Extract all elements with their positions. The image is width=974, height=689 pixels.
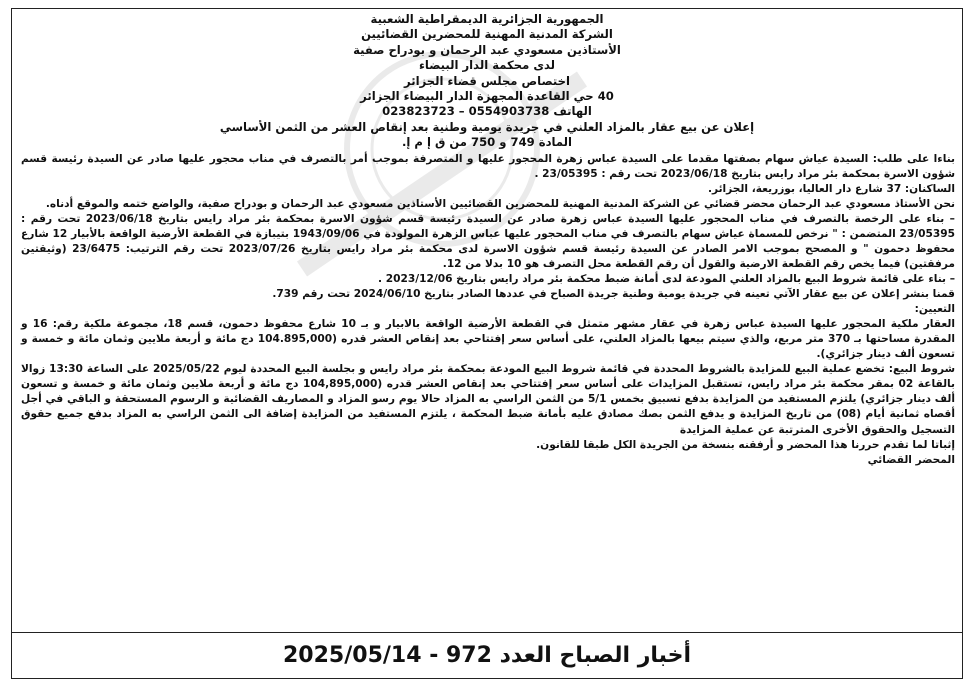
notice-title: إعلان عن بيع عقار بالمزاد العلني في جريدة يومية وطنية بعد إنقاص العشر من الثمن الأساسي xyxy=(219,119,755,134)
header-address: 40 حي القاعدة المجهزة الدار البيضاء الجزائر xyxy=(360,89,614,104)
notice-body xyxy=(12,152,962,468)
paragraph-residence: الساكنان: 37 شارع دار العاليا، بوزريعة، الجزائر. xyxy=(707,182,955,195)
header-jurisdiction: اختصاص مجلس قضاء الجزائر xyxy=(404,73,570,88)
header-phone: الهاتف 0554903738 – 023823723 xyxy=(382,104,592,119)
paragraph-publication: قمنا بنشر إعلان عن بيع عقار الآتي تعينه في جريدة يومية وطنية جريدة الصباح في عددها الصادر بتاريخ 2024/06/10 تحت رقم 739. xyxy=(272,288,955,301)
paragraph-conditions-list: – بناء على قائمة شروط البيع بالمزاد العلني المودعة لدى أمانة ضبط محكمة بئر مراد رايس بتاريخ 2023/12/06 . xyxy=(378,273,955,286)
paragraph-bailiff: نحن الأستاذ مسعودي عبد الرحمان محضر قضائي عن الشركة المدنية المهنية للمحضرين القضائيين الأستاذين مسعودي عبد الرحمان و بودراح صفية، والواضع ختمه والموقع أدناه. xyxy=(45,197,955,210)
newspaper-footer xyxy=(12,632,962,678)
notice-legal-articles: المادة 749 و 750 من ق إ م إ. xyxy=(402,135,572,150)
paragraph-designation-heading: التعيين: xyxy=(914,303,955,316)
footer-issue-date: أخبار الصباح العدد 972 - 2025/05/14 xyxy=(283,643,691,668)
header-country: الجمهورية الجزائرية الديمقراطية الشعبية xyxy=(370,12,604,26)
header-court: لدى محكمة الدار البيضاء xyxy=(418,58,556,73)
signature-label: المحضر القضائي xyxy=(867,453,955,466)
paragraph-authorization: – بناء على الرخصة بالتصرف في مناب المحجور عليها السيدة عباس زهرة صادر عن السيدة رئيسة قسم شؤون الاسرة بمحكمة بئر مراد رايس بتاريخ 2023/06/18 تحت رقم : 23/05395 المتضمن : " نرخص للمسماة عياش سهام بالتصرف في مناب المحجور عليها عباس الزهرة المولودة في 1943/09/06 بتيبازة في القطعة الأرضية الواقعة بالأبيار 12 شارع محفوظ دحمون " و المصحح بموجب الامر الصادر عن السيدة رئيسة قسم شؤون الاسرة لدى محكمة بئر مراد رايس بتاريخ 2023/07/26 تحت رقم الترتيب: 23/6475 (وثيقتين مرفقتين) فيما يخص رقم القطعة الارضية والقول أن رقم القطعة محل التصرف هو 10 بدلا من 12. xyxy=(21,212,955,270)
legal-notice xyxy=(11,8,963,679)
header-company: الشركة المدنية المهنية للمحضرين القضائيين xyxy=(361,27,613,42)
paragraph-requester: بناءا على طلب: السيدة عياش سهام بصفتها مقدما على السيدة عباس زهرة المحجور عليها و المتصرفة بموجب أمر بالتصرف في مناب محجور عليها صادر عن السيدة رئيسة قسم شؤون الاسرة بمحكمة بئر مراد رايس بتاريخ 2023/06/18 تحت رقم : 23/05395 . xyxy=(21,152,955,180)
header-bailiffs: الأستاذين مسعودي عبد الرحمان و بودراح صفية xyxy=(353,42,621,57)
paragraph-closing: إثباتا لما تقدم حررنا هذا المحضر و أرفقنه بنسخة من الجريدة الكل طبقا للقانون. xyxy=(536,438,955,451)
paragraph-property: العقار ملكية المحجور عليها السيدة عباس زهرة في عقار مشهر متمثل في القطعة الأرضية الواقعة بالابيار و بـ 10 شارع محفوظ دحمون، قسم 18، مجموعة ملكية رقم: 16 و المقدرة مساحتها بـ 370 متر مربع، والذي سيتم بيعها بالمزاد العلني، على أساس سعر إفتتاحي بعد إنقاص العشر قدره (104.895,000 دج مائة و أربعة ملايين وثمان مائة و خمسة و تسعون ألف دينار جزائري). xyxy=(21,318,956,361)
notice-header xyxy=(12,9,962,151)
paragraph-sale-conditions: شروط البيع: تخضع عملية البيع للمزايدة بالشروط المحددة في قائمة شروط البيع المودعة بمحكمة بئر مراد رايس و بجلسة البيع المحددة ليوم 2025/05/22 على الساعة 13:30 زوالا بالقاعة 02 بمقر محكمة بئر مراد رايس، تستقبل المزايدات على أساس سعر إفتتاحي بعد إنقاص العشر قدره (104,895,000 دج مائة و أربعة ملايين وثمان مائة و خمسة و تسعون ألف دينار جزائري) يلتزم المستفيد من المزايدة بدفع تسبيق بخمس 5/1 من الثمن الراسي به المزاد حالا يوم رسو المزاد و المصاريف القضائية و الرسوم المستحقة و الباقي في أجل أقصاه ثمانية أيام (08) من تاريخ المزايدة و يدفع الثمن بصك مصادق عليه بأمانة ضبط المحكمة ، يلتزم المستفيد من المزايدة إضافة الى الثمن الراسي به المزاد بدفع جميع حقوق التسجيل والحقوق الأخرى المترتبة عن عملية المزايدة xyxy=(21,363,956,436)
